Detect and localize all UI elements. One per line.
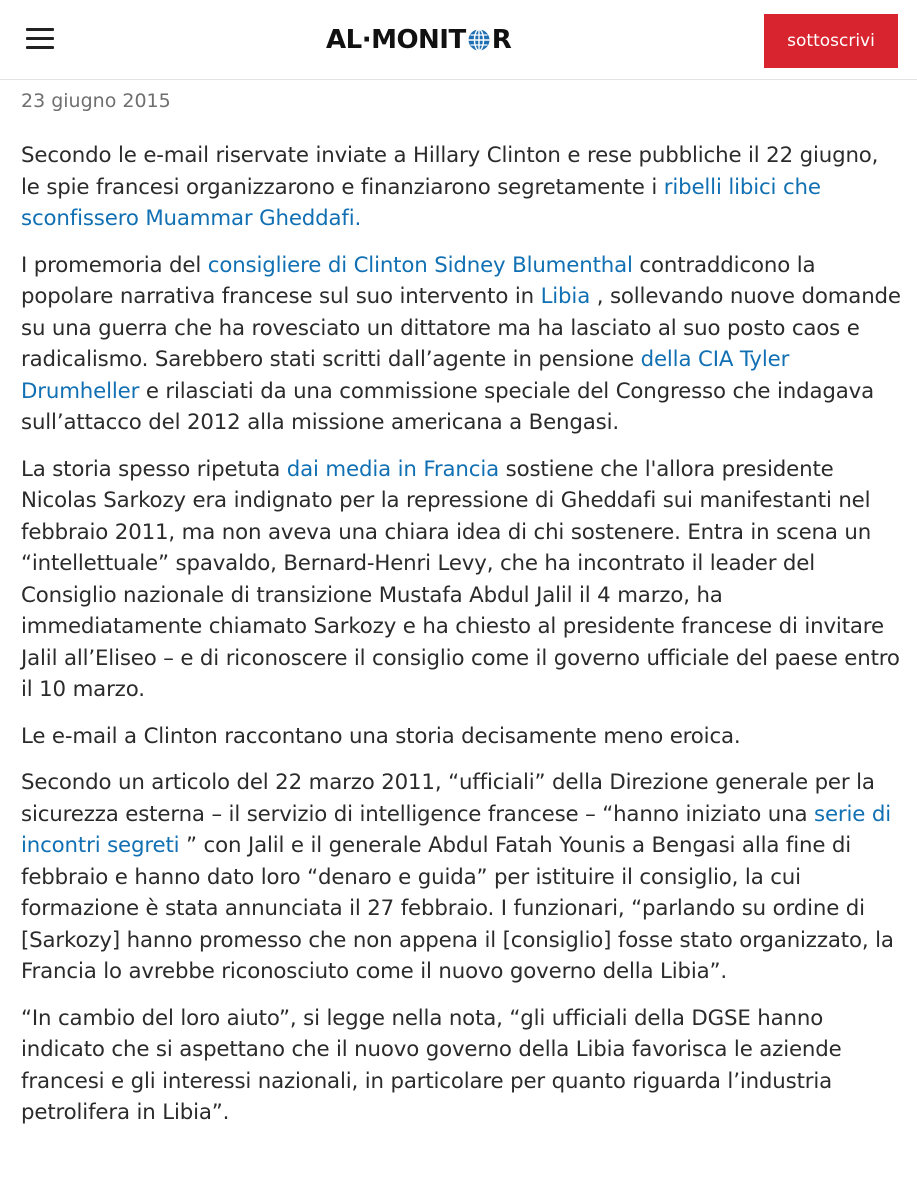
- paragraph-text: , sollevando nuove domande su una guerra che ha rovesciato un dittatore ma ha lasciato al suo posto caos e radicalismo. Sarebbero stati scritti dall’agente in pensione: [21, 284, 901, 372]
- paragraph-text: Secondo le e-mail riservate inviate a Hillary Clinton e rese pubbliche il 22 giugno, le spie francesi organizzarono e finanziarono segretamente i: [21, 143, 879, 200]
- link-libyan-rebels[interactable]: ribelli libici che sconfissero Muammar Gheddafi.: [21, 174, 821, 231]
- paragraph-2: [21, 250, 901, 439]
- paragraph-5: [21, 767, 901, 988]
- paragraph-4: Le e-mail a Clinton raccontano una storia decisamente meno eroica.: [21, 723, 741, 749]
- globe-icon: [467, 28, 491, 52]
- paragraph-1: [21, 140, 901, 235]
- link-french-media[interactable]: dai media in Francia: [286, 456, 500, 482]
- paragraph-text: ” con Jalil e il generale Abdul Fatah Younis a Bengasi alla fine di febbraio e hanno dato loro “denaro e guida” per istituire il consiglio, la cui formazione è stata annunciata il 27 febbraio. I funzionari, “parlando su ordine di [Sarkozy] hanno promesso che non appena il [consiglio] fosse stato organizzato, la Francia lo avrebbe riconosciuto come il nuovo governo della Libia”.: [21, 833, 894, 984]
- paragraph-text: e rilasciati da una commissione speciale del Congresso che indagava sull’attacco del 2012 alla missione americana a Bengasi.: [21, 378, 874, 435]
- logo-text-left: AL·MONIT: [326, 25, 466, 55]
- paragraph-3: [21, 454, 901, 706]
- site-logo[interactable]: [326, 24, 511, 56]
- article-body: [21, 140, 901, 1144]
- logo-text-right: R: [491, 25, 512, 55]
- paragraph-text: La storia spesso ripetuta: [21, 456, 287, 482]
- hamburger-icon[interactable]: [24, 26, 56, 52]
- article-date: 23 giugno 2015: [21, 90, 171, 112]
- paragraph-text: sostiene che l'allora presidente Nicolas Sarkozy era indignato per la repressione di Gheddafi sui manifestanti nel febbraio 2011, ma non aveva una chiara idea di chi sostenere. Entra in scena un “intellettuale” spavaldo, Bernard-Henri Levy, che ha incontrato il leader del Consiglio nazionale di transizione Mustafa Abdul Jalil il 4 marzo, ha immediatamente chiamato Sarkozy e ha chiesto al presidente francese di invitare Jalil all’Eliseo – e di riconoscere il consiglio come il governo ufficiale del paese entro il 10 marzo.: [21, 456, 900, 702]
- subscribe-button[interactable]: sottoscrivi: [764, 14, 898, 68]
- paragraph-6: “In cambio del loro aiuto”, si legge nella nota, “gli ufficiali della DGSE hanno indicato che si aspettano che il nuovo governo della Libia favorisca le aziende francesi e gli interessi nazionali, in particolare per quanto riguarda l’industria petrolifera in Libia”.: [21, 1005, 842, 1125]
- paragraph-text: contraddicono la popolare narrativa francese sul suo intervento in: [21, 252, 816, 309]
- link-drumheller[interactable]: della CIA Tyler Drumheller: [21, 347, 790, 404]
- link-blumenthal[interactable]: consigliere di Clinton Sidney Blumenthal: [207, 252, 633, 278]
- paragraph-text: Secondo un articolo del 22 marzo 2011, “ufficiali” della Direzione generale per la sicurezza esterna – il servizio di intelligence francese – “hanno iniziato una: [21, 770, 875, 827]
- paragraph-text: I promemoria del: [21, 252, 208, 278]
- site-header: [0, 0, 917, 80]
- link-secret-meetings[interactable]: serie di incontri segreti: [21, 801, 892, 858]
- link-libya[interactable]: Libia: [540, 284, 591, 309]
